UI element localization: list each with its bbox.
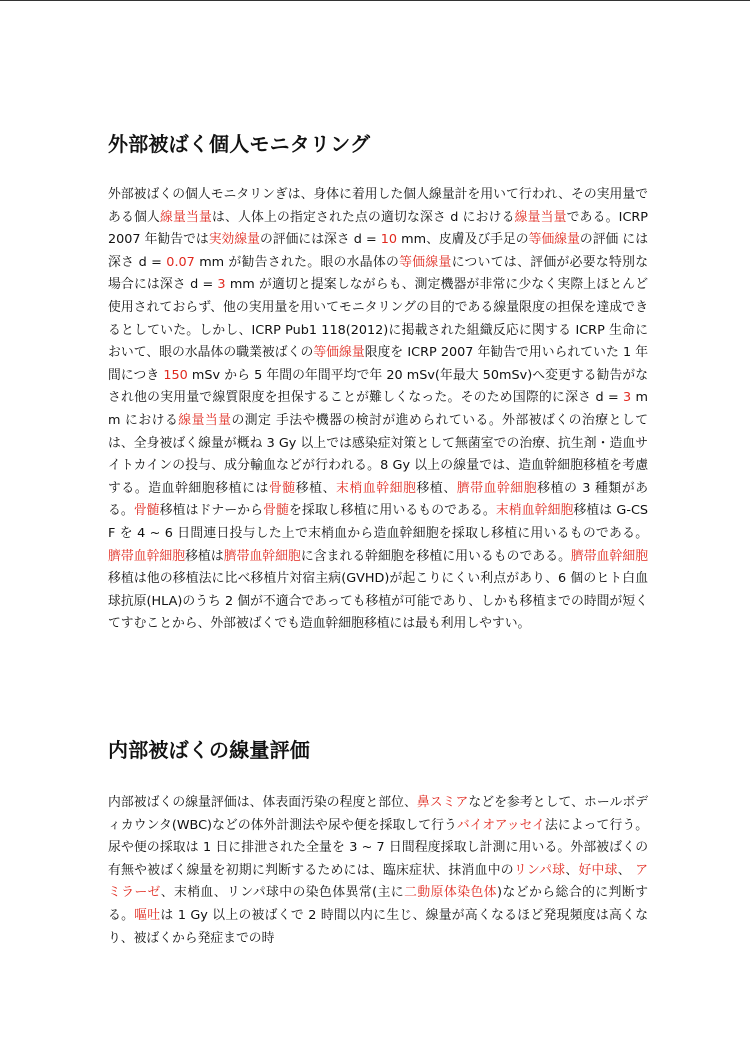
highlighted-term: 0.07 xyxy=(166,254,195,270)
highlighted-term: 臍帯血幹細胞 xyxy=(108,548,186,564)
highlighted-term: 線量当量 xyxy=(160,209,212,225)
highlighted-term: 嘔吐 xyxy=(134,907,161,923)
highlighted-term: 二動原体染色体 xyxy=(404,885,498,901)
text-run: 移植は他の移植法に比べ移植片対宿主病(GVHD)が起こりにくい利点があり、6 個のヒト白血球抗原(HLA)のうち 2 個が不適合であっても移植が可能であり、しかも移植までの時間が短くてすむことから、外部被ばくでも造血幹細胞移植には最も利用しやすい。 xyxy=(108,571,648,632)
text-run: などを参考として、ホールボディカウンタ(WBC)などの体外計測法や尿や便を採取して行う xyxy=(108,795,648,833)
text-run: の測定 手法や機器の検討が進められている。外部被ばくの治療としては、全身被ばく線量が概ね 3 Gy 以上では感染症対策として無菌室での治療、抗生剤・造血サイトカインの投与、成分輸血などが行われる。8 Gy 以上の線量では、造血幹細胞移植を考慮する。造血幹細胞移植には xyxy=(108,412,648,496)
highlighted-term: 末梢血幹細胞 xyxy=(495,503,574,519)
highlighted-term: 骨髄 xyxy=(263,503,290,519)
highlighted-term: 臍帯血幹細胞 xyxy=(456,480,538,496)
text-run: 移植の 3 種類がある。 xyxy=(108,480,649,519)
highlighted-term: 等価線量 xyxy=(399,254,452,270)
text-run: 、 xyxy=(617,862,636,878)
text-run: に含まれる幹細胞を移植に用いるものである。 xyxy=(300,548,571,564)
text-run: mm、皮膚及び手足の xyxy=(397,232,529,248)
text-run: については、評価が必要な特別な場合には深さ d = xyxy=(108,254,648,293)
highlighted-term: 末梢血幹細胞 xyxy=(336,480,417,496)
highlighted-term: 3 xyxy=(217,277,226,293)
text-run: mm が勧告された。眼の水晶体の xyxy=(194,254,400,270)
text-run: 移植は xyxy=(185,548,224,564)
highlighted-term: 線量当量 xyxy=(514,209,567,225)
text-run: 、末梢血、リンパ球中の染色体異常(主に xyxy=(160,885,405,901)
highlighted-term: 線量当量 xyxy=(178,412,232,428)
highlighted-term: 3 xyxy=(623,390,632,406)
highlighted-term: 臍帯血幹細胞 xyxy=(570,548,649,564)
text-run: を採取し移植に用いるものである。 xyxy=(289,503,496,519)
text-run: 、 xyxy=(565,862,579,878)
text-run: は、人体上の指定された点の適切な深さ d における xyxy=(212,209,515,225)
highlighted-term: 鼻スミア xyxy=(416,795,469,810)
text-run: の評価 には深さ d = xyxy=(108,232,649,270)
section-paragraph xyxy=(108,792,648,950)
text-run: mm における xyxy=(108,390,648,428)
highlighted-term: 等価線量 xyxy=(313,345,365,361)
text-run: は 1 Gy 以上の被ばくで 2 時間以内に生じ、線量が高くなるほど発現頻度は高くなり、被ばくから発症までの時 xyxy=(108,907,648,946)
highlighted-term: アミラーゼ xyxy=(108,862,649,901)
text-run: mSv から 5 年間の年間平均で年 20 mSv(年最大 50mSv)へ変更する勧告がなされ他の実用量で線質限度を担保することが難しくなった。そのため国際的に深さ d = xyxy=(108,367,648,406)
highlighted-term: 150 xyxy=(163,367,188,383)
text-run: 内部被ばくの線量評価は、体表面汚染の程度と部位、 xyxy=(108,795,417,810)
text-run: 移植、 xyxy=(416,480,457,496)
section-external-exposure xyxy=(108,130,648,636)
section-heading: 内部被ばくの線量評価 xyxy=(108,738,310,762)
text-run: 移植は G-CSF を 4 ~ 6 日間連日投与した上で末梢血から造血幹細胞を採取し移植に用いるものである。 xyxy=(108,503,649,541)
highlighted-term: 等価線量 xyxy=(528,232,580,248)
top-border-line xyxy=(0,0,750,1)
text-run: の評価には深さ d = xyxy=(259,232,381,248)
section-paragraph xyxy=(108,184,648,636)
text-run: )などから総合的に判断する。 xyxy=(108,885,648,923)
highlighted-term: 10 xyxy=(380,232,398,248)
highlighted-term: 好中球 xyxy=(578,862,618,878)
section-internal-exposure xyxy=(108,736,648,950)
highlighted-term: バイオアッセイ xyxy=(456,817,546,833)
text-run: 法によって行う。尿や便の採取は 1 日に排泄された全量を 3 ~ 7 日間程度採取し計測に用いる。外部被ばくの有無や被ばく線量を初期に判断するためには、臨床症状、抹消血中の xyxy=(108,817,649,878)
highlighted-term: 骨髄 xyxy=(133,503,160,519)
text-run: mm が適切と提案しながらも、測定機器が非常に少なく実際上ほとんど使用されておらず、他の実用量を用いてモニタリングの目的である線量限度の担保を達成できるとしていた。しかし、ICRP Pub1 118(2012)に掲載された組織反応に関する ICRP 生命において、眼の水晶体の職業被ばくの xyxy=(108,277,648,361)
text-run: 移植、 xyxy=(295,480,337,496)
text-run: 外部被ばくの個人モニタリンぎは、身体に着用した個人線量計を用いて行われ、その実用量である個人 xyxy=(108,187,648,225)
text-run: である。ICRP 2007 年勧告では xyxy=(108,209,648,248)
highlighted-term: 臍帯血幹細胞 xyxy=(223,548,301,564)
text-run: 移植はドナーから xyxy=(159,503,264,519)
section-heading: 外部被ばく個人モニタリング xyxy=(108,132,371,156)
text-run: 限度を ICRP 2007 年勧告で用いられていた 1 年間につき xyxy=(108,345,649,383)
highlighted-term: 実効線量 xyxy=(208,232,260,248)
highlighted-term: リンパ球 xyxy=(513,862,566,878)
highlighted-term: 骨髄 xyxy=(268,480,296,496)
